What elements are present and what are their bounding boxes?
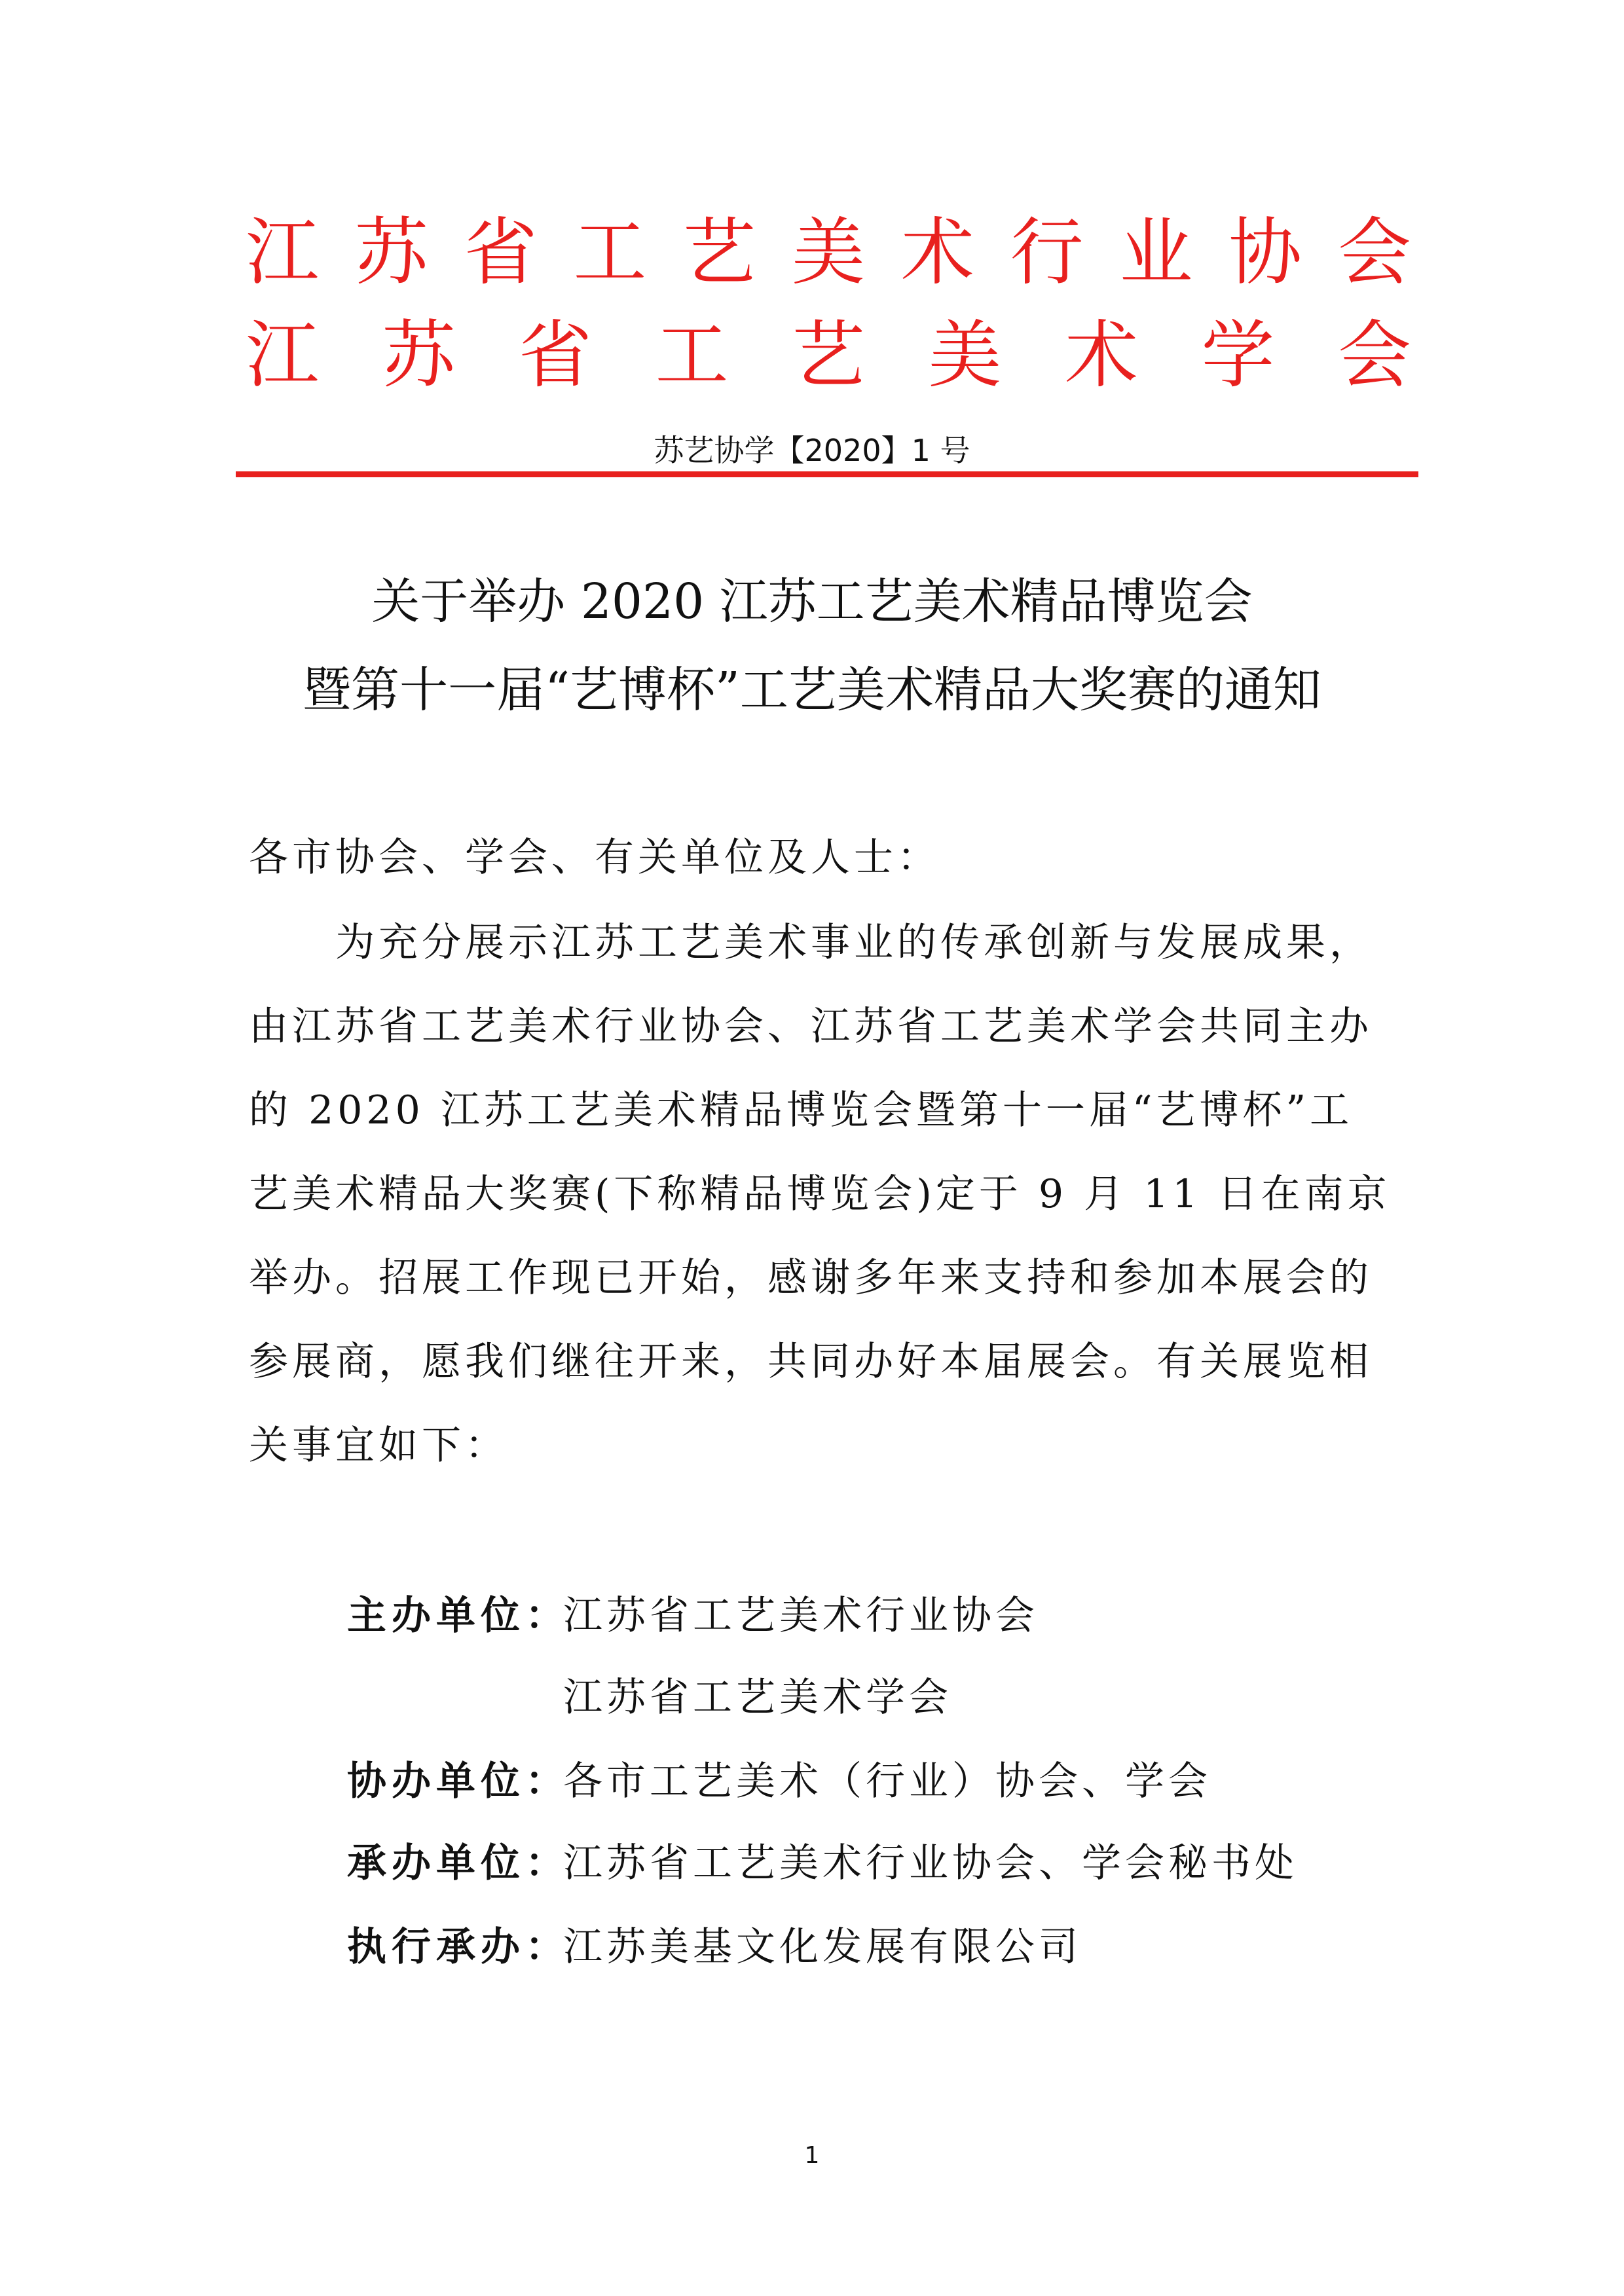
co-organizer-label: 协办单位： [347,1758,570,1804]
issuer-character: 艺 [682,210,756,295]
notice-title-line-2: 暨第十一届“艺博杯”工艺美术精品大奖赛的通知 [303,662,1321,718]
paragraph-line: 由江苏省工艺美术行业协会、江苏省工艺美术学会共同主办 [249,1004,1373,1049]
paragraph-line: 参展商，愿我们继往开来，共同办好本届展会。有关展览相 [249,1339,1373,1385]
issuer-character: 省 [519,313,592,398]
issuer-character: 学 [1201,313,1275,398]
issuer-character: 会 [1337,210,1411,295]
paragraph-line: 为充分展示江苏工艺美术事业的传承创新与发展成果， [249,920,1373,966]
issuer-character: 苏 [354,210,428,295]
issuer-line-industry-association [246,210,1411,295]
issuer-character: 会 [1338,313,1411,398]
co-organizer-value: 各市工艺美术（行业）协会、学会 [563,1758,1211,1804]
red-divider-line [236,471,1418,477]
host-row [347,1584,1039,1641]
issuer-character: 美 [791,210,865,295]
paragraph-line: 关事宜如下： [249,1423,508,1468]
issuer-character: 协 [1228,210,1302,295]
executor-label: 执行承办： [347,1924,570,1970]
issuer-character: 江 [246,313,319,398]
issuer-character: 艺 [792,313,865,398]
issuer-character: 业 [1119,210,1193,295]
issuer-character: 工 [573,210,647,295]
paragraph-line: 举办。招展工作现已开始，感谢多年来支持和参加本展会的 [249,1255,1373,1301]
document-number: 苏艺协学【2020】1 号 [654,433,970,468]
issuer-character: 术 [1065,313,1138,398]
issuer-line-society [246,313,1411,398]
host-row-2 [347,1666,952,1722]
host-value-1: 江苏省工艺美术行业协会 [563,1593,1039,1639]
salutation: 各市协会、学会、有关单位及人士： [249,835,940,881]
paragraph-line: 艺美术精品大奖赛(下称精品博览会)定于 9 月 11 日在南京 [249,1171,1391,1217]
page-number: 1 [804,2142,820,2169]
paragraph-line: 的 2020 江苏工艺美术精品博览会暨第十一届“艺博杯”工 [249,1087,1354,1133]
issuer-character: 省 [464,210,538,295]
issuer-character: 江 [246,210,319,295]
executor-value: 江苏美基文化发展有限公司 [563,1924,1082,1970]
co-organizer-row [347,1750,1211,1806]
undertaker-label: 承办单位： [347,1840,570,1886]
notice-title-line-1: 关于举办 2020 江苏工艺美术精品博览会 [371,574,1253,630]
undertaker-value: 江苏省工艺美术行业协会、学会秘书处 [563,1840,1298,1886]
issuer-character: 工 [655,313,729,398]
undertaker-row [347,1832,1298,1888]
issuer-character: 苏 [382,313,456,398]
host-label: 主办单位： [347,1593,570,1639]
issuer-character: 术 [900,210,974,295]
issuer-character: 美 [928,313,1002,398]
executor-row [347,1916,1082,1972]
host-value-2: 江苏省工艺美术学会 [563,1675,952,1721]
issuer-character: 行 [1010,210,1084,295]
